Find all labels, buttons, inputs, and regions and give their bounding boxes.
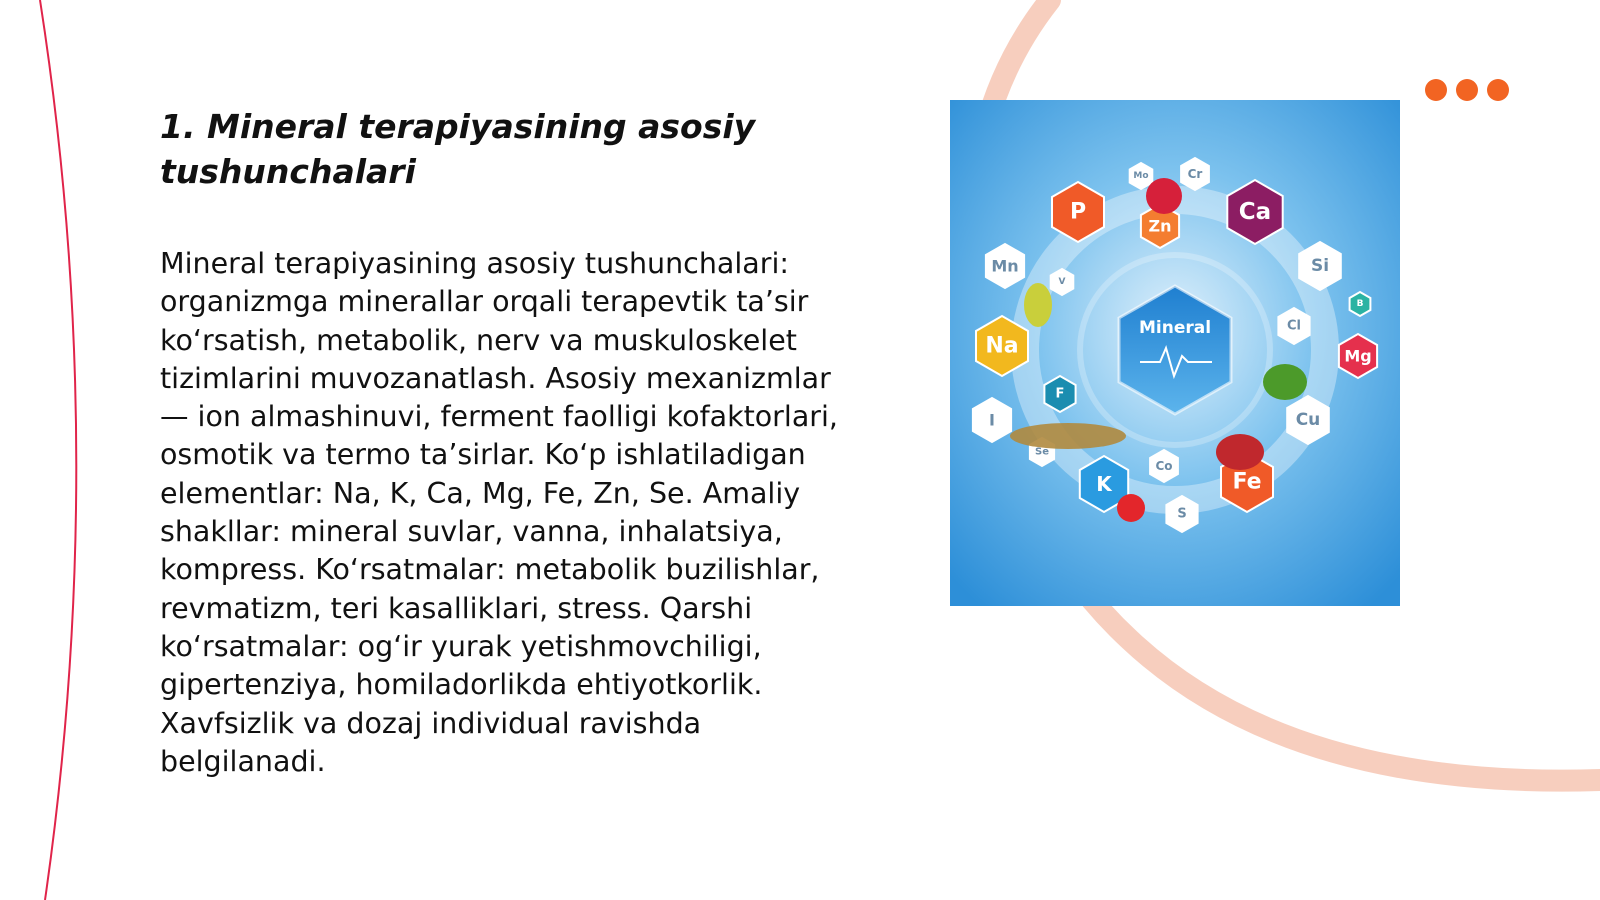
slide-body-text: Mineral terapiyasining asosiy tushunchalari: organizmga minerallar orqali terapevtik ta’sir ko‘rsatish, metabolik, nerv va muskuloskelet tizimlarini muvozanatlash. Asosiy mexanizmlar — ion almashinuvi, ferment faolligi kofaktorlari, osmotik va termo ta’sirlar. Ko‘p ishlatiladigan elementlar: Na, K, Ca, Mg, Fe, Zn, Se. Amaliy shakllar: mineral suvlar, vanna, inhalatsiya, kompress. Ko‘rsatmalar: metabolik buzilishlar, revmatizm, teri kasalliklari, stress. Qarshi ko‘rsatmalar: og‘ir yurak yetishmovchiligi, gipertenziya, homiladorlikda ehtiyotkorlik. Xavfsizlik va dozaj individual ravishda belgilanadi.	[160, 247, 838, 778]
element-symbol-fe: Fe	[1232, 469, 1262, 495]
dot-icon	[1425, 79, 1447, 101]
element-symbol-si: Si	[1310, 256, 1330, 276]
element-symbol-k: K	[1096, 472, 1112, 496]
element-symbol-f: F	[1055, 386, 1065, 402]
element-symbol-mg: Mg	[1344, 346, 1372, 366]
center-label: Mineral	[1138, 318, 1212, 338]
element-symbol-se: Se	[1035, 446, 1049, 458]
element-symbol-cu: Cu	[1295, 410, 1321, 430]
oil-bottle-shape	[1024, 283, 1052, 327]
element-symbol-na: Na	[985, 333, 1019, 359]
element-symbol-s: S	[1177, 506, 1187, 522]
element-symbol-co: Co	[1155, 459, 1173, 473]
element-symbol-mo: Mo	[1133, 171, 1149, 181]
left-edge-curve	[40, 0, 76, 900]
element-symbol-p: P	[1069, 199, 1087, 225]
element-symbol-cl: Cl	[1287, 318, 1301, 334]
element-symbol-ca: Ca	[1238, 199, 1272, 225]
element-symbol-b: B	[1356, 299, 1364, 309]
element-symbol-v: V	[1058, 277, 1066, 287]
dot-icon	[1487, 79, 1509, 101]
element-symbol-zn: Zn	[1148, 216, 1172, 236]
element-symbol-i: I	[989, 410, 995, 430]
decorative-dots	[1425, 79, 1515, 101]
meat-shape	[1216, 434, 1264, 470]
tomato-shape	[1117, 494, 1145, 522]
dot-icon	[1456, 79, 1478, 101]
slide-title: 1. Mineral terapiyasining asosiy tushunchalari	[160, 107, 756, 191]
fish-shape	[1010, 423, 1126, 449]
mineral-illustration	[950, 100, 1400, 606]
element-symbol-mn: Mn	[991, 256, 1019, 276]
element-symbol-cr: Cr	[1187, 167, 1203, 181]
apple-shape	[1146, 178, 1182, 214]
spinach-shape	[1263, 364, 1307, 400]
